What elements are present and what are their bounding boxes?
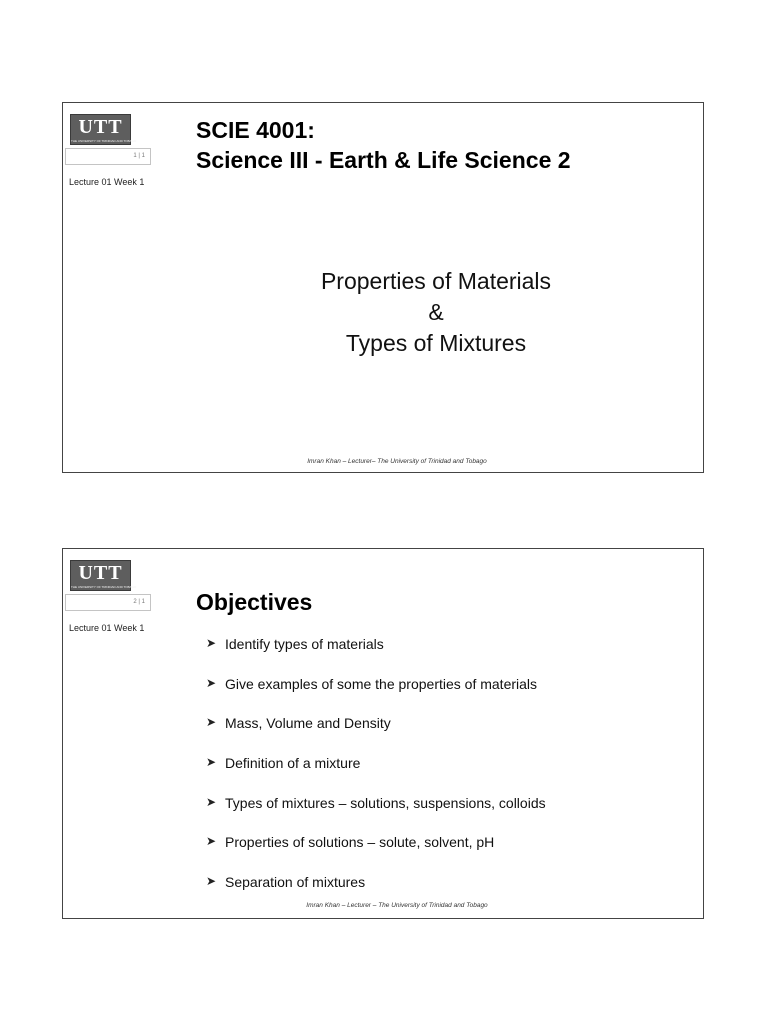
slide-title: Objectives	[196, 589, 313, 615]
logo-text: UTT	[78, 116, 123, 138]
objective-text: Identify types of materials	[225, 636, 384, 652]
arrow-bullet-icon: ➤	[206, 675, 217, 690]
list-item	[206, 715, 546, 755]
slide-number-box: 1 | 1	[65, 148, 151, 165]
arrow-bullet-icon: ➤	[206, 715, 217, 730]
subtitle-line-1: Properties of Materials	[320, 268, 552, 294]
list-item	[206, 834, 546, 874]
list-item	[206, 795, 546, 835]
utt-logo	[70, 114, 137, 145]
arrow-bullet-icon: ➤	[206, 636, 217, 650]
objective-text: Properties of solutions – solute, solvent, pH	[225, 834, 495, 851]
subtitle-line-3: Types of Mixtures	[345, 330, 527, 356]
objectives-list	[206, 636, 546, 914]
list-item	[206, 636, 546, 676]
objective-text: Mass, Volume and Density	[225, 715, 391, 732]
list-item	[206, 676, 546, 716]
subtitle-line-2: &	[428, 299, 444, 325]
objective-text: Definition of a mixture	[225, 755, 361, 772]
lecture-label: Lecture 01 Week 1	[69, 177, 145, 187]
title-line-1: SCIE 4001:	[196, 117, 315, 143]
lecture-label: Lecture 01 Week 1	[69, 623, 145, 633]
objective-text: Types of mixtures – solutions, suspensions, colloids	[225, 794, 546, 811]
slide-title	[196, 115, 571, 175]
slide-number-box: 2 | 1	[65, 594, 151, 611]
objective-text: Give examples of some the properties of materials	[225, 675, 538, 692]
slide-footer: Imran Khan – Lecturer– The University of Trinidad and Tobago	[307, 458, 487, 465]
arrow-bullet-icon: ➤	[206, 874, 217, 889]
title-line-2: Science III - Earth & Life Science 2	[196, 147, 571, 173]
logo-subtext: THE UNIVERSITY OF TRINIDAD AND TOBAGO	[71, 585, 137, 589]
arrow-bullet-icon: ➤	[206, 794, 217, 809]
logo-subtext: THE UNIVERSITY OF TRINIDAD AND TOBAGO	[71, 139, 137, 143]
utt-logo	[70, 560, 137, 591]
slide-footer: Imran Khan – Lecturer – The University of Trinidad and Tobago	[306, 902, 488, 909]
slide-subtitle	[196, 266, 676, 359]
list-item	[206, 755, 546, 795]
arrow-bullet-icon: ➤	[206, 834, 217, 849]
slide-1	[62, 102, 704, 473]
arrow-bullet-icon: ➤	[206, 755, 217, 770]
logo-text: UTT	[78, 562, 123, 584]
objective-text: Separation of mixtures	[225, 874, 366, 891]
slide-2	[62, 548, 704, 919]
